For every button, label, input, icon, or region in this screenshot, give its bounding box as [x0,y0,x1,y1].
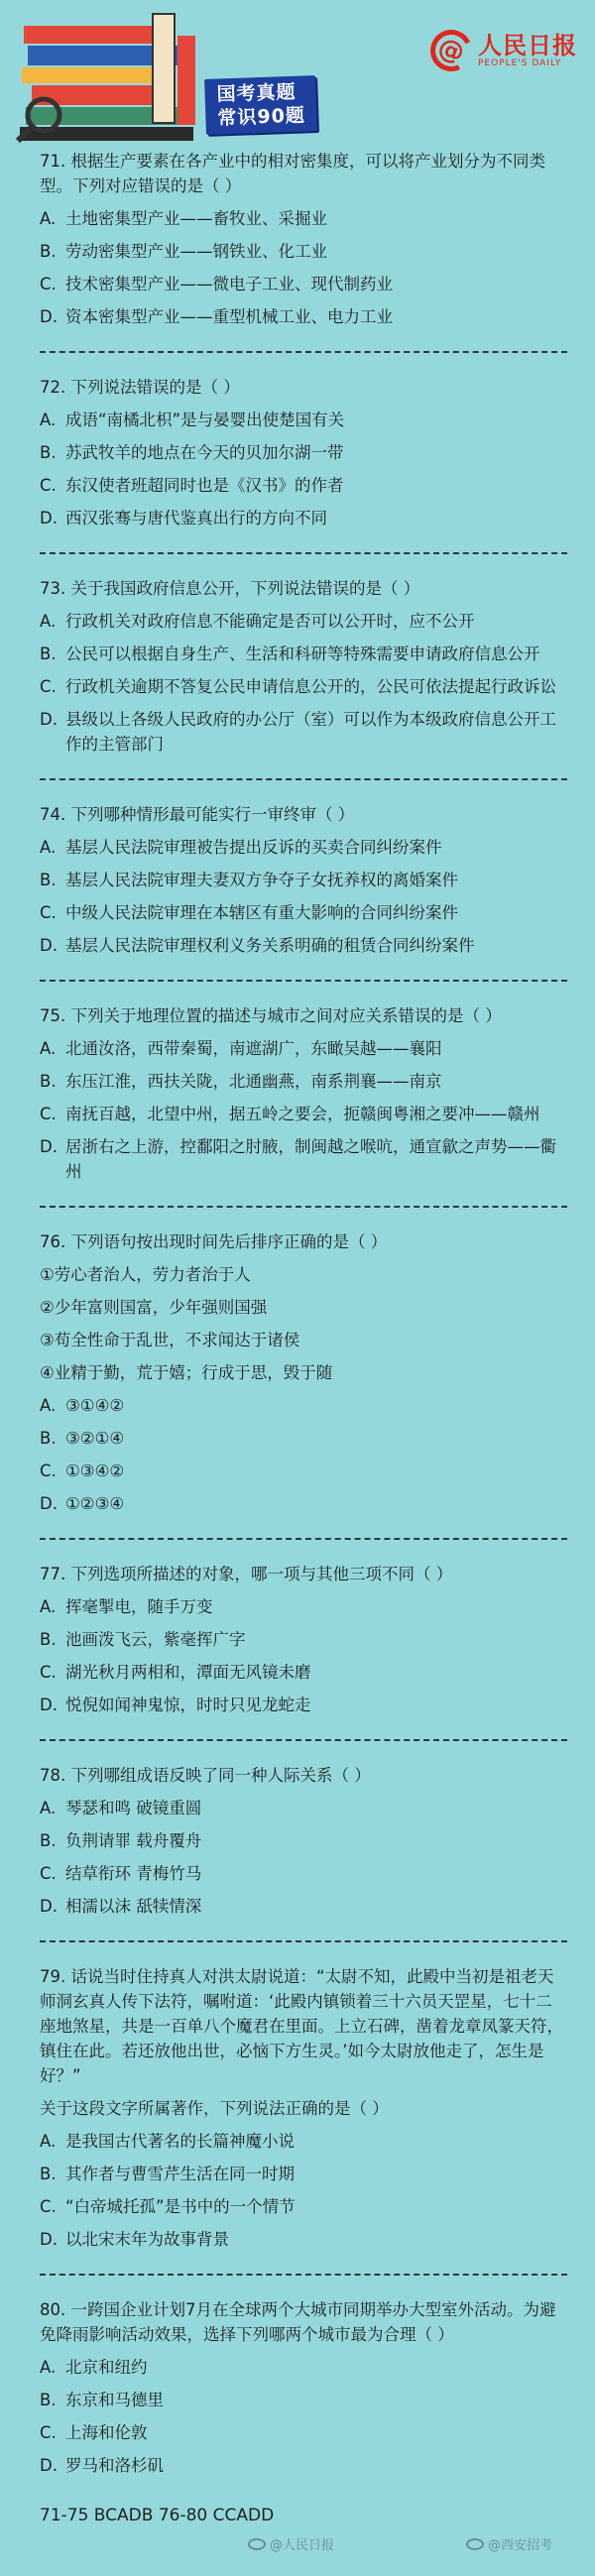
option-text: 行政机关对政府信息不能确定是否可以公开时，应不公开 [65,612,475,631]
option-key: D. [40,509,58,527]
option-text: 东压江淮，西扶关陇，北通幽燕，南系荆襄——南京 [65,1072,442,1091]
answer-option [40,1069,567,1094]
option-text: 东京和马德里 [65,2391,164,2409]
option-text: 基层人民法院审理夫妻双方争夺子女抚养权的离婚案件 [65,871,458,889]
dashed-divider [40,1940,567,1942]
option-key: C. [40,275,57,293]
option-text: 悦倪如闻神鬼惊，时时只见龙蛇走 [65,1696,311,1714]
dashed-divider [40,980,567,982]
option-key: B. [40,871,57,889]
answer-option [40,835,567,860]
answer-option [40,272,567,296]
question-stem: 74. 下列哪种情形最可能实行一审终审（ ） [40,805,355,824]
answer-option [40,1660,567,1685]
option-key: C. [40,903,57,922]
option-text: 池画泼飞云，紫毫挥广字 [65,1630,246,1649]
answer-option [40,1693,567,1717]
answer-option [40,933,567,958]
answer-option [40,900,567,925]
watermark-xian: @西安招考 [466,2534,552,2553]
answer-option [40,2420,567,2445]
option-text: 行政机关逾期不答复公民申请信息公开的，公民可依法提起行政诉讼 [65,677,556,696]
option-key: D. [40,710,58,729]
question-stem: 80. 一跨国企业计划7月在全球两个大城市同期举办大型室外活动。为避免降雨影响活动效果，选择下列哪两个城市最为合理（ ） [40,2300,556,2344]
dashed-divider [40,778,567,780]
option-text: 湖光秋月两相和，潭面无风镜未磨 [65,1663,311,1682]
dashed-divider [40,1206,567,1208]
answer-option [40,1393,567,1418]
option-text: 中级人民法院审理在本辖区有重大影响的合同纠纷案件 [65,903,458,922]
question-block [40,1229,567,1516]
option-key: D. [40,1137,58,1156]
option-key: B. [40,1831,57,1850]
answer-option [40,206,567,231]
question-stem: 77. 下列选项所描述的对象，哪一项与其他三项不同（ ） [40,1565,453,1583]
option-text: 基层人民法院审理被告提出反诉的买卖合同纠纷案件 [65,838,442,857]
option-key: D. [40,2230,58,2249]
option-key: B. [40,1072,57,1091]
option-key: B. [40,1630,57,1649]
dashed-divider [40,1739,567,1741]
question-stem: 73. 关于我国政府信息公开，下列说法错误的是（ ） [40,579,420,598]
question-block [40,1562,567,1717]
option-key: C. [40,1462,57,1480]
answer-option [40,2453,567,2478]
option-text: 北京和纽约 [65,2358,148,2377]
option-key: A. [40,209,57,228]
option-text: 结草衔环 青梅竹马 [65,1864,202,1883]
answer-option [40,1102,567,1126]
option-key: D. [40,307,58,326]
question-item: ①劳心者治人，劳力者治于人 [40,1265,251,1284]
answer-option [40,2388,567,2412]
answer-option [40,2194,567,2219]
option-key: A. [40,612,57,631]
weibo-icon [466,2538,484,2550]
option-key: A. [40,1597,57,1616]
option-key: A. [40,410,57,429]
option-key: A. [40,838,57,857]
answer-option [40,1459,567,1483]
option-key: C. [40,1864,57,1883]
question-stem: 72. 下列说法错误的是（ ） [40,378,240,397]
answer-option [40,506,567,530]
option-text: 公民可以根据自身生产、生活和科研等特殊需要申请政府信息公开 [65,644,540,663]
option-key: B. [40,242,57,261]
option-text: “白帝城托孤”是书中的一个情节 [65,2197,296,2216]
option-key: A. [40,1799,57,1817]
header-banner [0,0,595,149]
logo-en: PEOPLE'S DAILY [478,59,562,68]
answer-option [40,1894,567,1919]
answer-option [40,609,567,634]
answer-option [40,707,567,757]
answer-option [40,1861,567,1886]
option-text: 西汉张骞与唐代鉴真出行的方向不同 [65,509,327,527]
footer-watermarks [0,2534,595,2562]
answer-option [40,1134,567,1184]
option-key: B. [40,2165,57,2183]
answer-option [40,674,567,699]
option-text: 成语“南橘北枳”是与晏婴出使楚国有关 [65,410,345,429]
question-stem: 75. 下列关于地理位置的描述与城市之间对应关系错误的是（ ） [40,1006,502,1025]
option-text: 相濡以沫 舐犊情深 [65,1897,202,1916]
question-block [40,1003,567,1184]
option-text: 基层人民法院审理权利义务关系明确的租赁合同纠纷案件 [65,936,475,955]
option-text: 以北宋末年为故事背景 [65,2230,229,2249]
weibo-icon [248,2538,266,2550]
option-key: D. [40,1494,58,1513]
option-key: C. [40,677,57,696]
answer-option [40,408,567,432]
option-text: ③②①④ [65,1429,125,1448]
option-text: 技术密集型产业——微电子工业、现代制药业 [65,275,393,293]
option-key: A. [40,1039,57,1058]
title-tag [204,75,317,135]
question-item: ②少年富则国富，少年强则国强 [40,1298,268,1317]
option-text: 罗马和洛杉矶 [65,2456,164,2475]
option-key: C. [40,2423,57,2442]
option-text: 负荆请罪 载舟覆舟 [65,1831,202,1850]
answer-option [40,239,567,264]
watermark-peoples-daily: @人民日报 [248,2534,334,2553]
option-text: 资本密集型产业——重型机械工业、电力工业 [65,307,393,326]
option-text: 土地密集型产业——畜牧业、采掘业 [65,209,327,228]
question-block [40,2297,567,2478]
answer-option [40,473,567,498]
option-text: 居浙右之上游，控鄱阳之肘腋，制闽越之喉吭，通宣歙之声势——衢州 [65,1137,556,1181]
answer-option [40,2227,567,2252]
dashed-divider [40,1538,567,1540]
logo-cn: 人民日报 [478,32,577,59]
question-item: ④业精于勤，荒于嬉；行成于思，毁于随 [40,1363,333,1382]
answer-option [40,1594,567,1619]
title-tag-line2: 常识90题 [217,104,306,130]
option-key: A. [40,1396,57,1415]
option-key: B. [40,644,57,663]
answer-option [40,1426,567,1451]
dashed-divider [40,2274,567,2276]
option-key: C. [40,1105,57,1123]
question-stem: 71. 根据生产要素在各产业中的相对密集度，可以将产业划分为不同类型。下列对应错误的是（ ） [40,152,545,195]
answer-option [40,1036,567,1061]
option-key: D. [40,1696,58,1714]
answer-option [40,2162,567,2186]
dashed-divider [40,552,567,554]
option-key: C. [40,476,57,495]
question-block [40,149,567,329]
option-text: 北通汝洛，西带秦蜀，南遮湖广，东瞰吴越——襄阳 [65,1039,442,1058]
peoples-daily-logo [430,30,577,71]
option-key: B. [40,443,57,462]
option-key: B. [40,2391,57,2409]
title-tag-line1: 国考真题 [216,80,297,106]
option-text: 上海和伦敦 [65,2423,148,2442]
option-key: C. [40,2197,57,2216]
option-text: 南抚百越，北望中州，据五岭之要会，扼赣闽粤湘之要冲——赣州 [65,1105,540,1123]
option-text: 劳动密集型产业——钢铁业、化工业 [65,242,327,261]
question-stem: 79. 话说当时住持真人对洪太尉说道：“太尉不知，此殿中当初是祖老天师洞玄真人传下法符，嘱咐道：‘此殿内镇锁着三十六员天罡星，七十二座地煞星，共是一百单八个魔君在里面。上立石碑，凿着龙章凤篆天符，镇住在此。若还放他出世，必恼下方生灵。’如今太尉放他走了，怎生是好？” [40,1967,563,2085]
option-text: 苏武牧羊的地点在今天的贝加尔湖一带 [65,443,344,462]
books-illustration [14,6,212,145]
question-stem: 76. 下列语句按出现时间先后排序正确的是（ ） [40,1232,388,1251]
option-key: D. [40,936,58,955]
question-block [40,1763,567,1919]
option-key: A. [40,2132,57,2151]
question-stem: 78. 下列哪组成语反映了同一种人际关系（ ） [40,1766,371,1785]
question-block [40,802,567,958]
answer-option [40,642,567,666]
option-key: D. [40,1897,58,1916]
answer-option [40,304,567,329]
option-key: B. [40,1429,57,1448]
question-item: ③苟全性命于乱世，不求闻达于诸侯 [40,1331,300,1349]
answer-option [40,1796,567,1820]
question-item: 关于这段文字所属著作，下列说法正确的是（ ） [40,2099,389,2118]
answer-option [40,868,567,892]
answer-option [40,440,567,465]
answer-option [40,1627,567,1652]
dashed-divider [40,351,567,353]
option-text: 东汉使者班超同时也是《汉书》的作者 [65,476,344,495]
question-list [40,149,567,2525]
option-key: A. [40,2358,57,2377]
option-text: 县级以上各级人民政府的办公厅（室）可以作为本级政府信息公开工作的主管部门 [65,710,556,754]
option-text: 琴瑟和鸣 破镜重圆 [65,1799,202,1817]
option-text: 挥毫掣电，随手万变 [65,1597,213,1616]
option-text: ①②③④ [65,1494,125,1513]
option-text: ①③④② [65,1462,125,1480]
option-text: ③①④② [65,1396,125,1415]
answer-option [40,2355,567,2380]
option-key: D. [40,2456,58,2475]
option-key: C. [40,1663,57,1682]
answer-option [40,1828,567,1853]
answer-option [40,2129,567,2154]
option-text: 其作者与曹雪芹生活在同一时期 [65,2165,295,2183]
answer-key: 71-75 BCADB 76-80 CCADD [40,2506,275,2525]
question-block [40,1964,567,2252]
question-block [40,576,567,757]
question-block [40,375,567,530]
answer-option [40,1491,567,1516]
option-text: 是我国古代著名的长篇神魔小说 [65,2132,295,2151]
at-icon: @ [424,24,478,77]
